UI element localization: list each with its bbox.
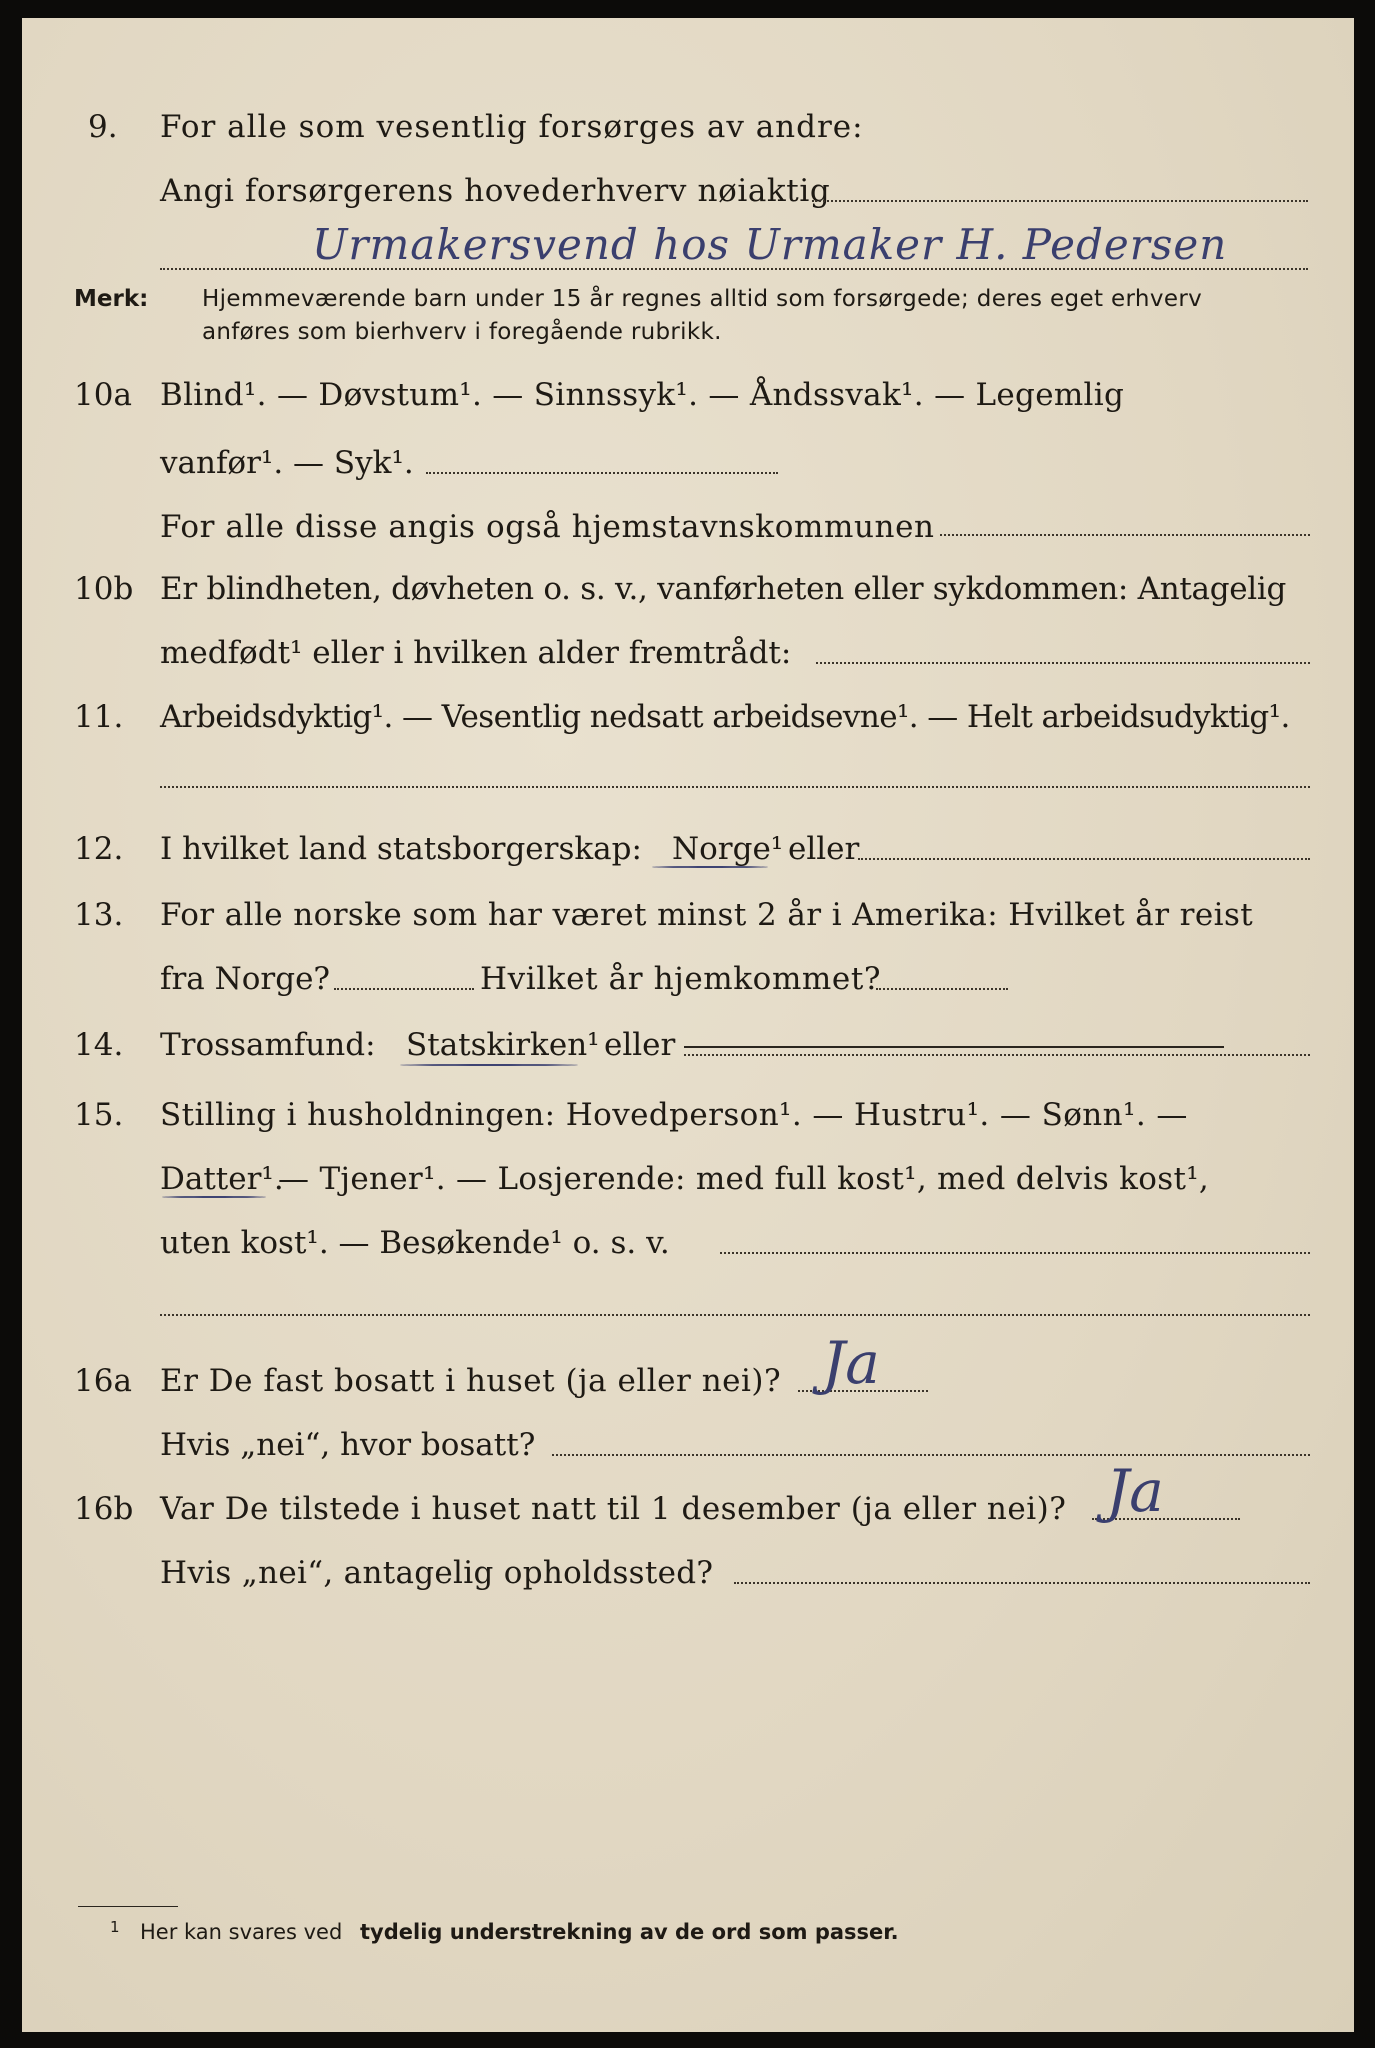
q16b-number: 16b xyxy=(74,1491,134,1527)
q9-line2: Angi forsørgerens hovederhverv nøiaktig xyxy=(160,173,831,209)
q10a-line2: vanfør¹. — Syk¹. xyxy=(160,445,414,481)
q12-fill-line xyxy=(858,858,1310,860)
q11-number: 11. xyxy=(74,699,124,735)
q10b-number: 10b xyxy=(74,571,134,607)
q16a-number: 16a xyxy=(74,1363,132,1399)
merk-label: Merk: xyxy=(74,286,149,312)
q10b-line1: Er blindheten, døvheten o. s. v., vanførheten eller sykdommen: Antagelig xyxy=(160,571,1287,607)
merk-line2: anføres som bierhverv i foregående rubrikk. xyxy=(202,319,722,345)
q12-prefix: I hvilket land statsborgerskap: xyxy=(160,831,642,867)
q10a-fill-line-1 xyxy=(426,472,778,474)
q11-fill-line xyxy=(160,786,1310,788)
q13-line2b: Hvilket år hjemkommet? xyxy=(480,961,882,997)
q9-handwritten-answer: Urmakersvend hos Urmaker H. Pedersen xyxy=(312,220,1228,269)
q15-number: 15. xyxy=(74,1097,124,1133)
footnote-mark: 1 xyxy=(110,1918,120,1936)
q16b-line2: Hvis „nei“, antagelig opholdssted? xyxy=(160,1555,714,1591)
q13-number: 13. xyxy=(74,897,124,933)
q15-datter-underline xyxy=(162,1196,266,1198)
form-page xyxy=(22,18,1354,2032)
q14-pencil-line xyxy=(684,1046,1224,1048)
q16b-line1: Var De tilstede i huset natt til 1 desember (ja eller nei)? xyxy=(160,1491,1067,1527)
q15-line2b: — Tjener¹. — Losjerende: med full kost¹, med delvis kost¹, xyxy=(278,1161,1210,1197)
q14-statskirken-underline xyxy=(400,1064,578,1066)
q12-norge-underline xyxy=(652,866,768,868)
q10b-fill-line xyxy=(816,662,1310,664)
q10a-line1: Blind¹. — Døvstum¹. — Sinnssyk¹. — Åndssvak¹. — Legemlig xyxy=(160,377,1125,413)
q12-number: 12. xyxy=(74,831,124,867)
q14-prefix: Trossamfund: xyxy=(160,1027,376,1063)
q16a-handwritten-answer: Ja xyxy=(822,1329,880,1397)
q16b-handwritten-answer: Ja xyxy=(1106,1457,1164,1525)
merk-line1: Hjemmeværende barn under 15 år regnes alltid som forsørgede; deres eget erhverv xyxy=(202,286,1203,312)
q15-fill-line-2 xyxy=(160,1314,1310,1316)
q14-number: 14. xyxy=(74,1027,124,1063)
footnote-rule xyxy=(78,1906,178,1907)
q15-line2a-datter: Datter¹. xyxy=(160,1161,284,1197)
q15-line3: uten kost¹. — Besøkende¹ o. s. v. xyxy=(160,1225,670,1261)
q13-fill-line-2 xyxy=(876,988,1008,990)
q11-line1: Arbeidsdyktig¹. — Vesentlig nedsatt arbeidsevne¹. — Helt arbeidsudyktig¹. xyxy=(160,699,1290,735)
q13-line2a: fra Norge? xyxy=(160,961,331,997)
q9-number: 9. xyxy=(88,109,118,145)
q16b-fill-line-2 xyxy=(734,1582,1310,1584)
q10a-line3: For alle disse angis også hjemstavnskommunen xyxy=(160,509,935,545)
q16a-line2: Hvis „nei“, hvor bosatt? xyxy=(160,1427,536,1463)
q12-option-norge: Norge¹ xyxy=(672,831,784,867)
footnote-text-plain: Her kan svares ved xyxy=(140,1920,343,1944)
q13-fill-line-1 xyxy=(334,988,474,990)
q15-line1: Stilling i husholdningen: Hovedperson¹. — Hustru¹. — Sønn¹. — xyxy=(160,1097,1188,1133)
q16a-line1: Er De fast bosatt i huset (ja eller nei)? xyxy=(160,1363,782,1399)
q9-fill-line-1 xyxy=(812,200,1308,202)
q16a-fill-line-2 xyxy=(552,1454,1310,1456)
q12-suffix: eller xyxy=(788,831,860,867)
q9-fill-line-2 xyxy=(160,268,1308,270)
q15-fill-line-1 xyxy=(720,1252,1310,1254)
q13-line1: For alle norske som har været minst 2 år i Amerika: Hvilket år reist xyxy=(160,897,1254,933)
footnote-text-bold: tydelig understrekning av de ord som passer. xyxy=(360,1920,899,1944)
q14-suffix: eller xyxy=(604,1027,676,1063)
q10a-fill-line-2 xyxy=(940,534,1310,536)
q10a-number: 10a xyxy=(74,377,132,413)
q9-line1: For alle som vesentlig forsørges av andre: xyxy=(160,109,864,145)
q14-option-statskirken: Statskirken¹ xyxy=(406,1027,600,1063)
q10b-line2: medfødt¹ eller i hvilken alder fremtrådt: xyxy=(160,635,792,671)
q14-fill-line xyxy=(684,1054,1310,1056)
